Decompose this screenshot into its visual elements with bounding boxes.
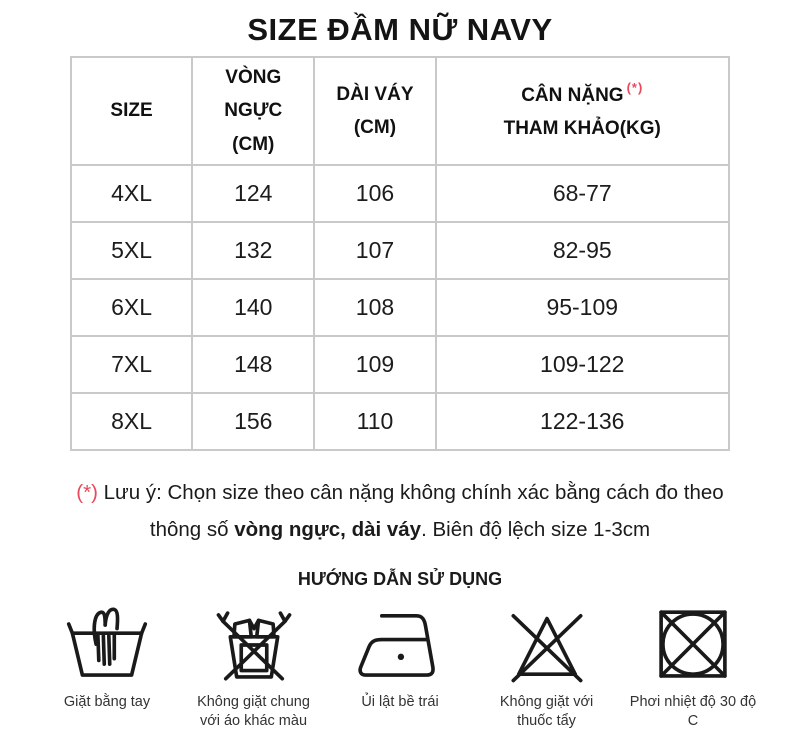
cell-chest: 124 xyxy=(192,165,314,222)
care-label: Giặt bằng tay xyxy=(63,693,151,710)
care-item-dry-30c xyxy=(624,604,762,730)
cell-size: 8XL xyxy=(71,393,192,450)
note xyxy=(50,475,750,549)
cell-chest: 132 xyxy=(192,222,314,279)
care-item-no-mixed-wash xyxy=(185,604,323,730)
care-item-iron xyxy=(331,604,469,730)
col-header-weight-line1: CÂN NẶNG xyxy=(521,84,624,106)
col-header-chest-line1: VÒNG NGỰC xyxy=(224,67,283,122)
col-header-length-line1: DÀI VÁY xyxy=(336,83,414,105)
care-label: Không giặt với thuốc tẩy xyxy=(499,693,594,729)
hand-wash-icon xyxy=(56,604,158,686)
col-header-size-label: SIZE xyxy=(110,100,153,122)
note-line1: Lưu ý: Chọn size theo cân nặng không chính xác bằng cách đo theo xyxy=(97,481,724,504)
note-line2 xyxy=(150,518,650,541)
cell-weight: 122-136 xyxy=(436,393,730,450)
table-row xyxy=(71,165,729,222)
col-header-weight xyxy=(436,57,730,165)
cell-weight: 95-109 xyxy=(436,279,730,336)
cell-weight: 109-122 xyxy=(436,336,730,393)
cell-weight: 82-95 xyxy=(436,222,730,279)
col-header-weight-line2: THAM KHẢO(KG) xyxy=(503,118,661,139)
table-row xyxy=(71,279,729,336)
table-row xyxy=(71,393,729,450)
col-header-length xyxy=(314,57,435,165)
cell-weight: 68-77 xyxy=(436,165,730,222)
iron-inside-out-icon xyxy=(349,604,451,686)
cell-chest: 156 xyxy=(192,393,314,450)
cell-length: 109 xyxy=(314,336,435,393)
note-line2-prefix: thông số xyxy=(149,517,235,541)
cell-length: 110 xyxy=(314,393,435,450)
note-asterisk: (*) xyxy=(76,481,98,504)
care-item-hand-wash xyxy=(38,604,176,730)
col-header-length-line2: (CM) xyxy=(353,117,397,138)
table-row xyxy=(71,222,729,279)
cell-length: 107 xyxy=(314,222,435,279)
cell-chest: 140 xyxy=(192,279,314,336)
care-item-no-bleach xyxy=(478,604,616,730)
note-line2-bold: vòng ngực, dài váy xyxy=(234,517,422,541)
cell-size: 5XL xyxy=(71,222,192,279)
asterisk-mark: (*) xyxy=(626,79,644,95)
size-table xyxy=(70,56,730,451)
no-mixed-color-wash-icon xyxy=(203,604,305,686)
col-header-chest xyxy=(192,57,314,165)
col-header-chest-line2: (CM) xyxy=(232,133,275,155)
cell-length: 106 xyxy=(314,165,435,222)
cell-length: 108 xyxy=(314,279,435,336)
cell-size: 4XL xyxy=(71,165,192,222)
col-header-size xyxy=(71,57,192,165)
care-label: Phơi nhiệt độ 30 độ C xyxy=(629,693,757,729)
cell-size: 7XL xyxy=(71,336,192,393)
care-icons-row xyxy=(38,604,762,730)
table-row xyxy=(71,336,729,393)
cell-chest: 148 xyxy=(192,336,314,393)
care-instructions-heading: HƯỚNG DẪN SỬ DỤNG xyxy=(297,568,503,589)
no-bleach-icon xyxy=(496,604,598,686)
cell-size: 6XL xyxy=(71,279,192,336)
page-title: SIZE ĐẦM NỮ NAVY xyxy=(247,12,553,47)
care-label: Ủi lật bề trái xyxy=(361,693,439,710)
note-line2-suffix: . Biên độ lệch size 1-3cm xyxy=(421,517,651,541)
dry-30c-icon xyxy=(642,604,744,686)
care-label: Không giặt chung với áo khác màu xyxy=(197,693,310,729)
table-header-row xyxy=(71,57,729,165)
